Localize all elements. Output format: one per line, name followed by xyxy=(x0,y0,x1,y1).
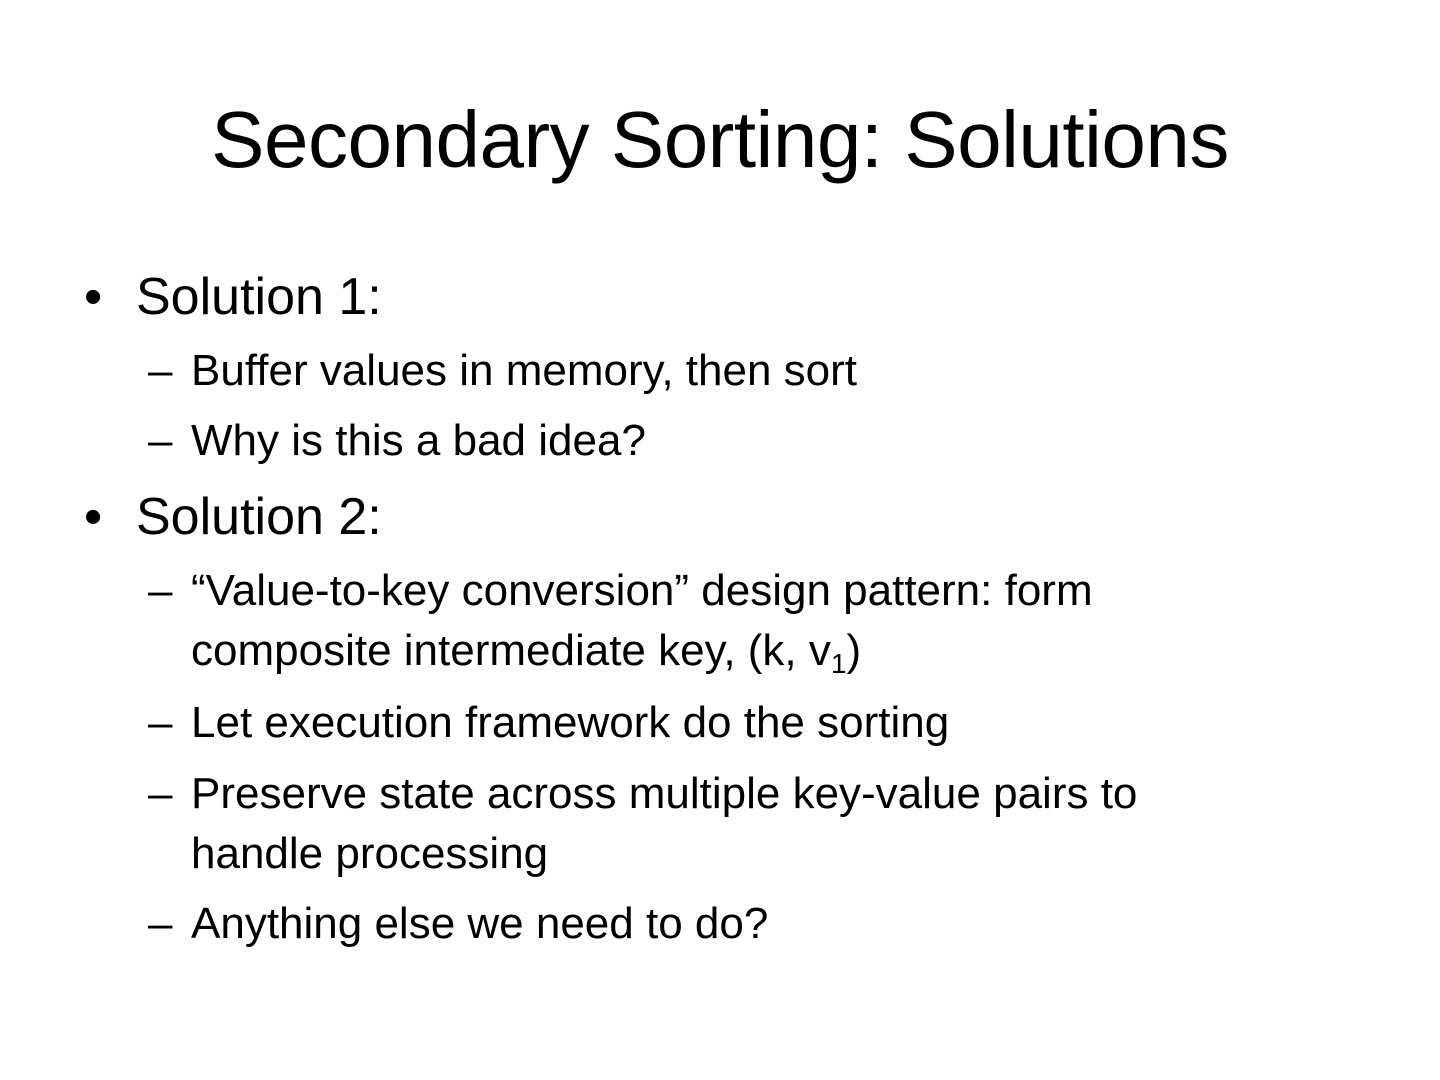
sub-bullet-line: handle processing xyxy=(191,829,549,878)
sub-bullet-line xyxy=(191,621,1341,681)
bullet-marker: • xyxy=(84,268,103,326)
bullet-solution-1-label: Solution 1: xyxy=(136,268,382,326)
sub-bullet-text: Let execution framework do the sorting xyxy=(191,698,950,747)
composite-key-text: composite intermediate key, (k, v xyxy=(191,626,831,675)
sub-bullet-text xyxy=(191,561,1341,681)
bullet-solution-2-label: Solution 2: xyxy=(136,488,382,546)
dash-marker: – xyxy=(148,698,173,747)
dash-marker: – xyxy=(148,899,173,948)
slide-title: Secondary Sorting: Solutions xyxy=(211,95,1229,184)
bullet-marker: • xyxy=(84,488,103,546)
sub-bullet-text: Anything else we need to do? xyxy=(191,899,769,948)
closing-paren: ) xyxy=(846,626,862,675)
dash-marker: – xyxy=(148,346,173,395)
sub-bullet-line: “Value-to-key conversion” design pattern: form xyxy=(191,566,1093,615)
subscript: 1 xyxy=(830,648,847,679)
sub-bullet-text xyxy=(191,764,1341,884)
dash-marker: – xyxy=(148,566,173,615)
sub-bullet-text: Buffer values in memory, then sort xyxy=(191,346,857,395)
sub-bullet-text: Why is this a bad idea? xyxy=(191,416,646,465)
dash-marker: – xyxy=(148,769,173,818)
sub-bullet-line: Preserve state across multiple key-value pairs to xyxy=(191,769,1138,818)
dash-marker: – xyxy=(148,416,173,465)
